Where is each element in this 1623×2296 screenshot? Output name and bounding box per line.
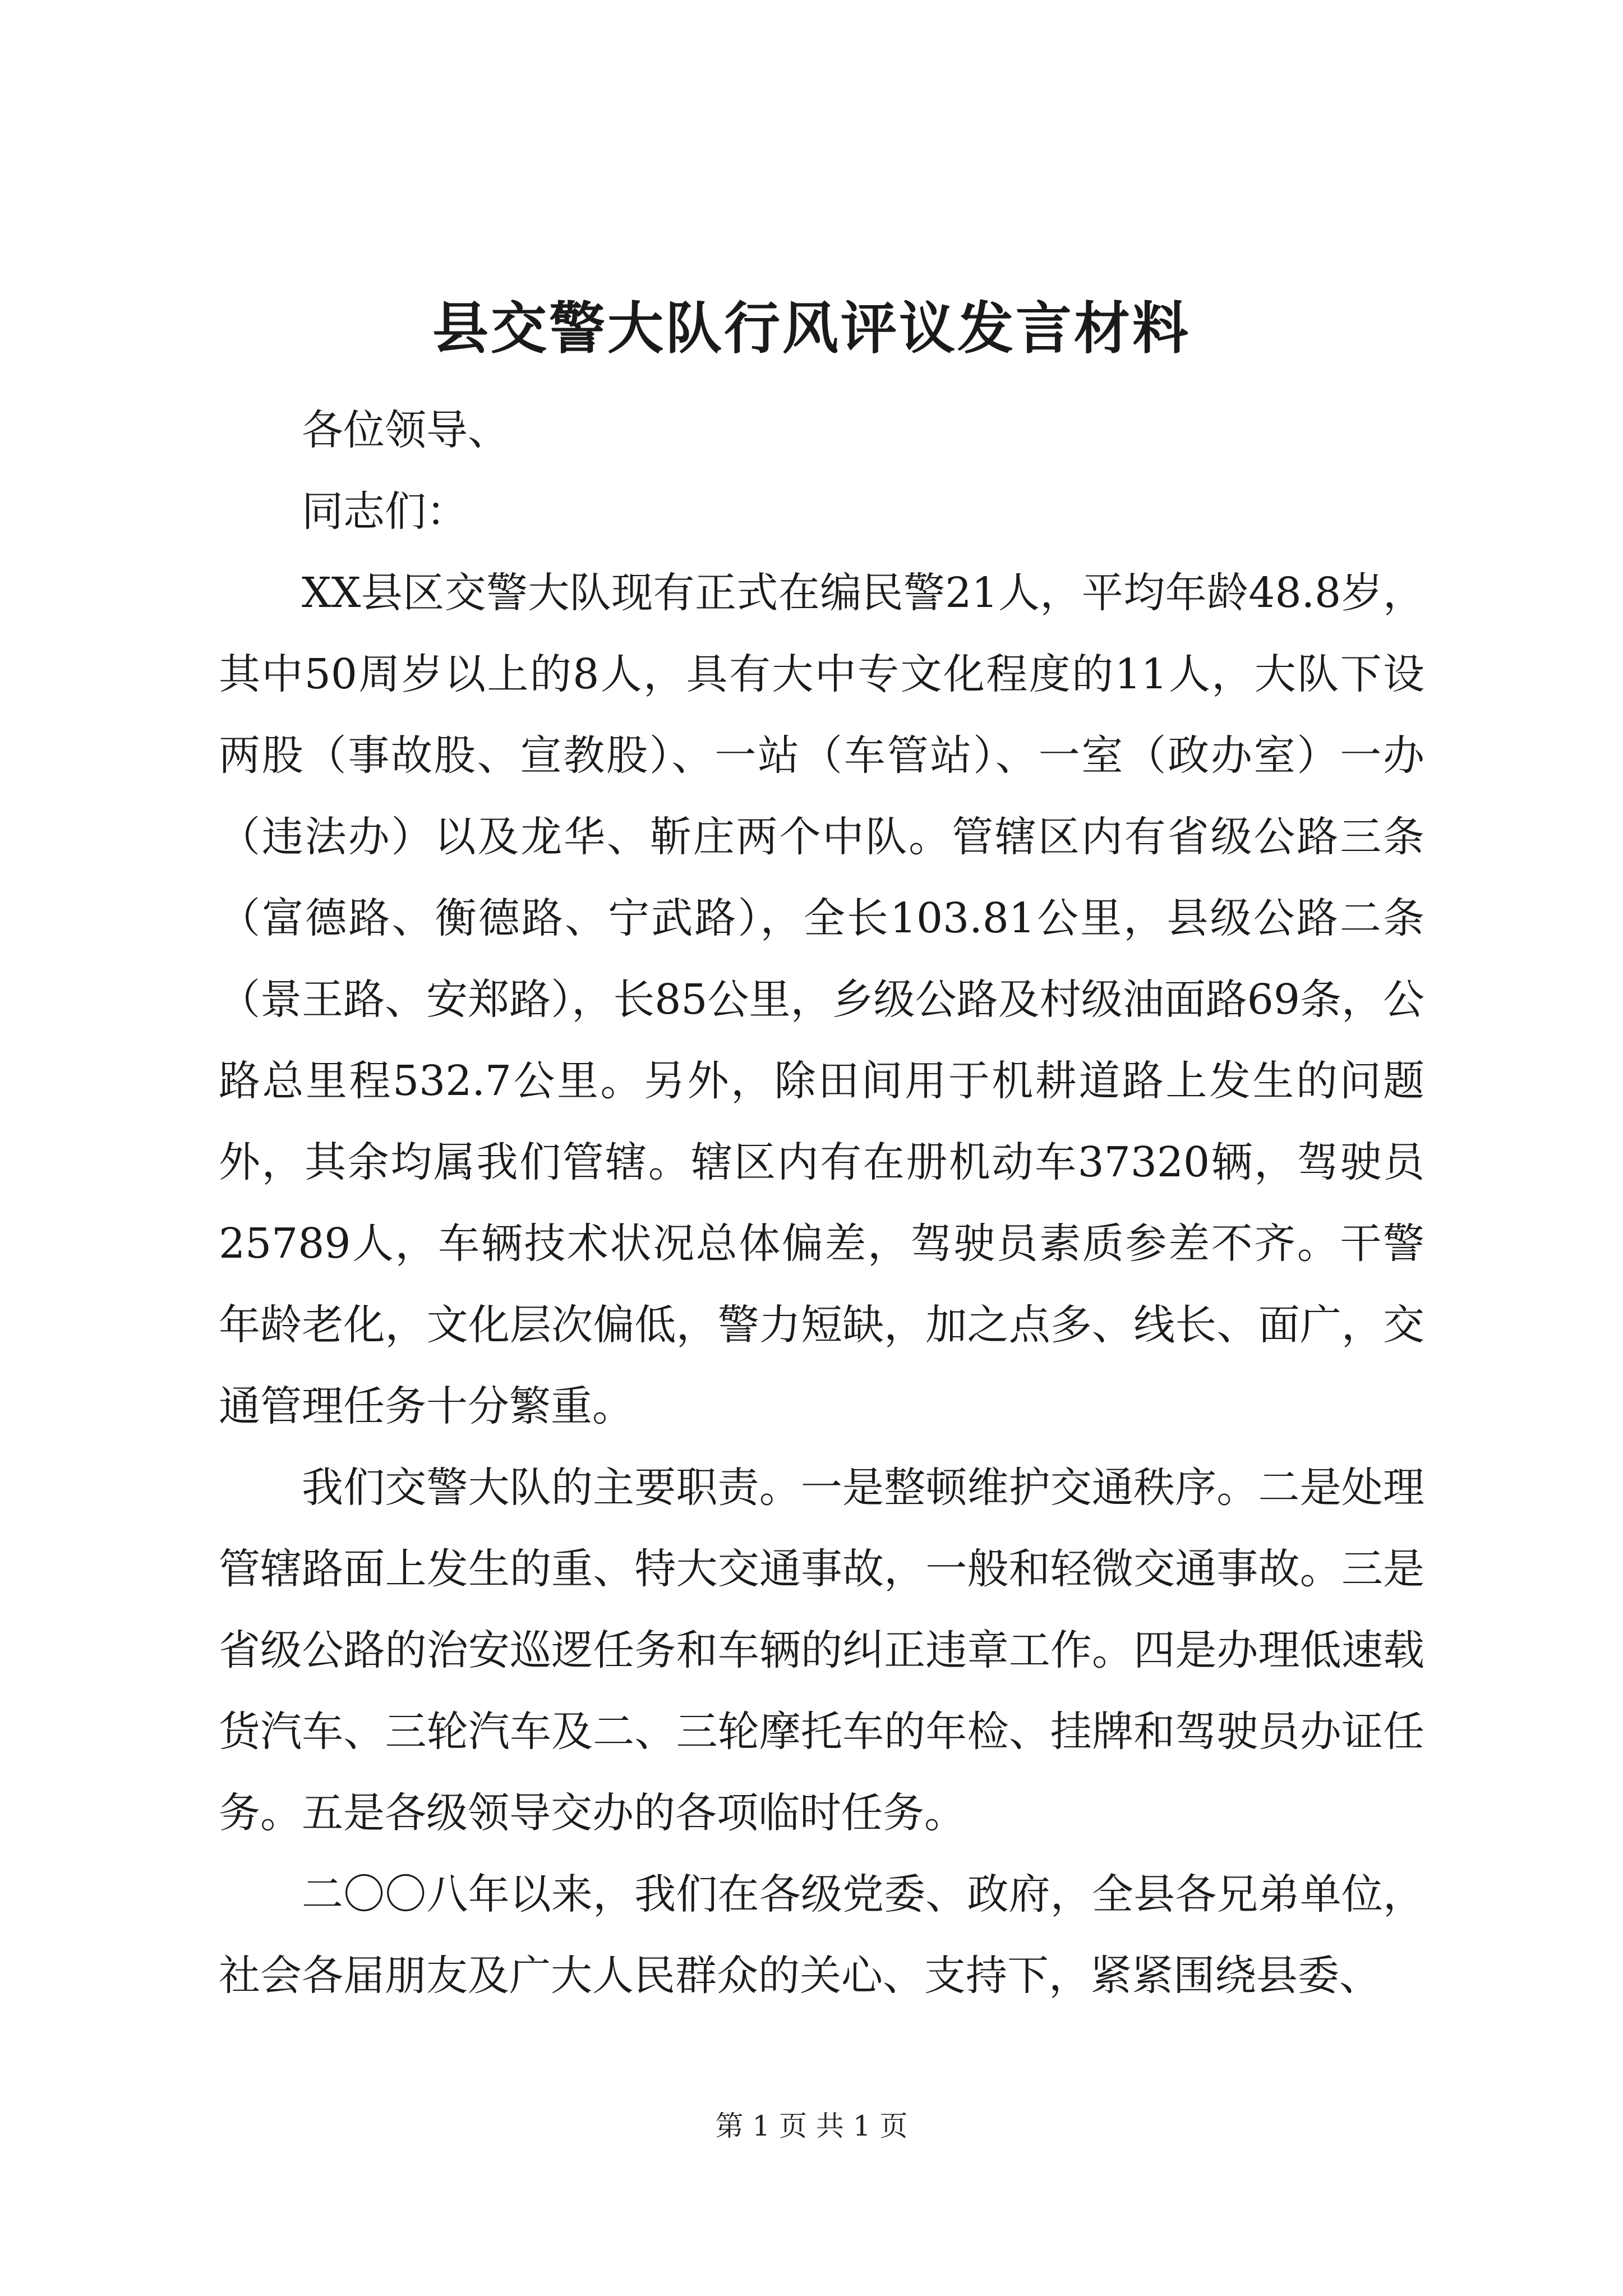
salutation-comrades: 同志们： (302, 487, 468, 536)
page-number-footer: 第 1 页 共 1 页 (715, 2110, 908, 2142)
document-title: 县交警大队行风评议发言材料 (432, 295, 1191, 361)
salutation-leaders: 各位领导、 (302, 406, 509, 454)
paragraph-duties: 我们交警大队的主要职责。一是整顿维护交通秩序。二是处理管辖路面上发生的重、特大交通事故，一般和轻微交通事故。三是省级公路的治安巡逻任务和车辆的纠正违章工作。四是办理低速载货汽车、三轮汽车及二、三轮摩托车的年检、挂牌和驾驶员办证任务。五是各级领导交办的各项临时任务。 (219, 1464, 1424, 1837)
paragraph-since-2008: 二〇〇八年以来，我们在各级党委、政府，全县各兄弟单位，社会各届朋友及广大人民群众的关心、支持下，紧紧围绕县委、 (219, 1870, 1424, 2000)
paragraph-overview: XX县区交警大队现有正式在编民警21人，平均年龄48.8岁，其中50周岁以上的8人，具有大中专文化程度的11人，大队下设两股（事故股、宣教股）、一站（车管站）、一室（政办室）一办（违法办）以及龙华、靳庄两个中队。管辖区内有省级公路三条（富德路、衡德路、宁武路），全长103.81公里，县级公路二条（景王路、安郑路），长85公里，乡级公路及村级油面路69条，公路总里程532.7公里。另外，除田间用于机耕道路上发生的问题外，其余均属我们管辖。辖区内有在册机动车37320辆，驾驶员25789人，车辆技术状况总体偏差，驾驶员素质参差不齐。干警年龄老化，文化层次偏低，警力短缺，加之点多、线长、面广，交通管理任务十分繁重。 (219, 569, 1424, 1430)
document-body (219, 390, 1424, 2017)
